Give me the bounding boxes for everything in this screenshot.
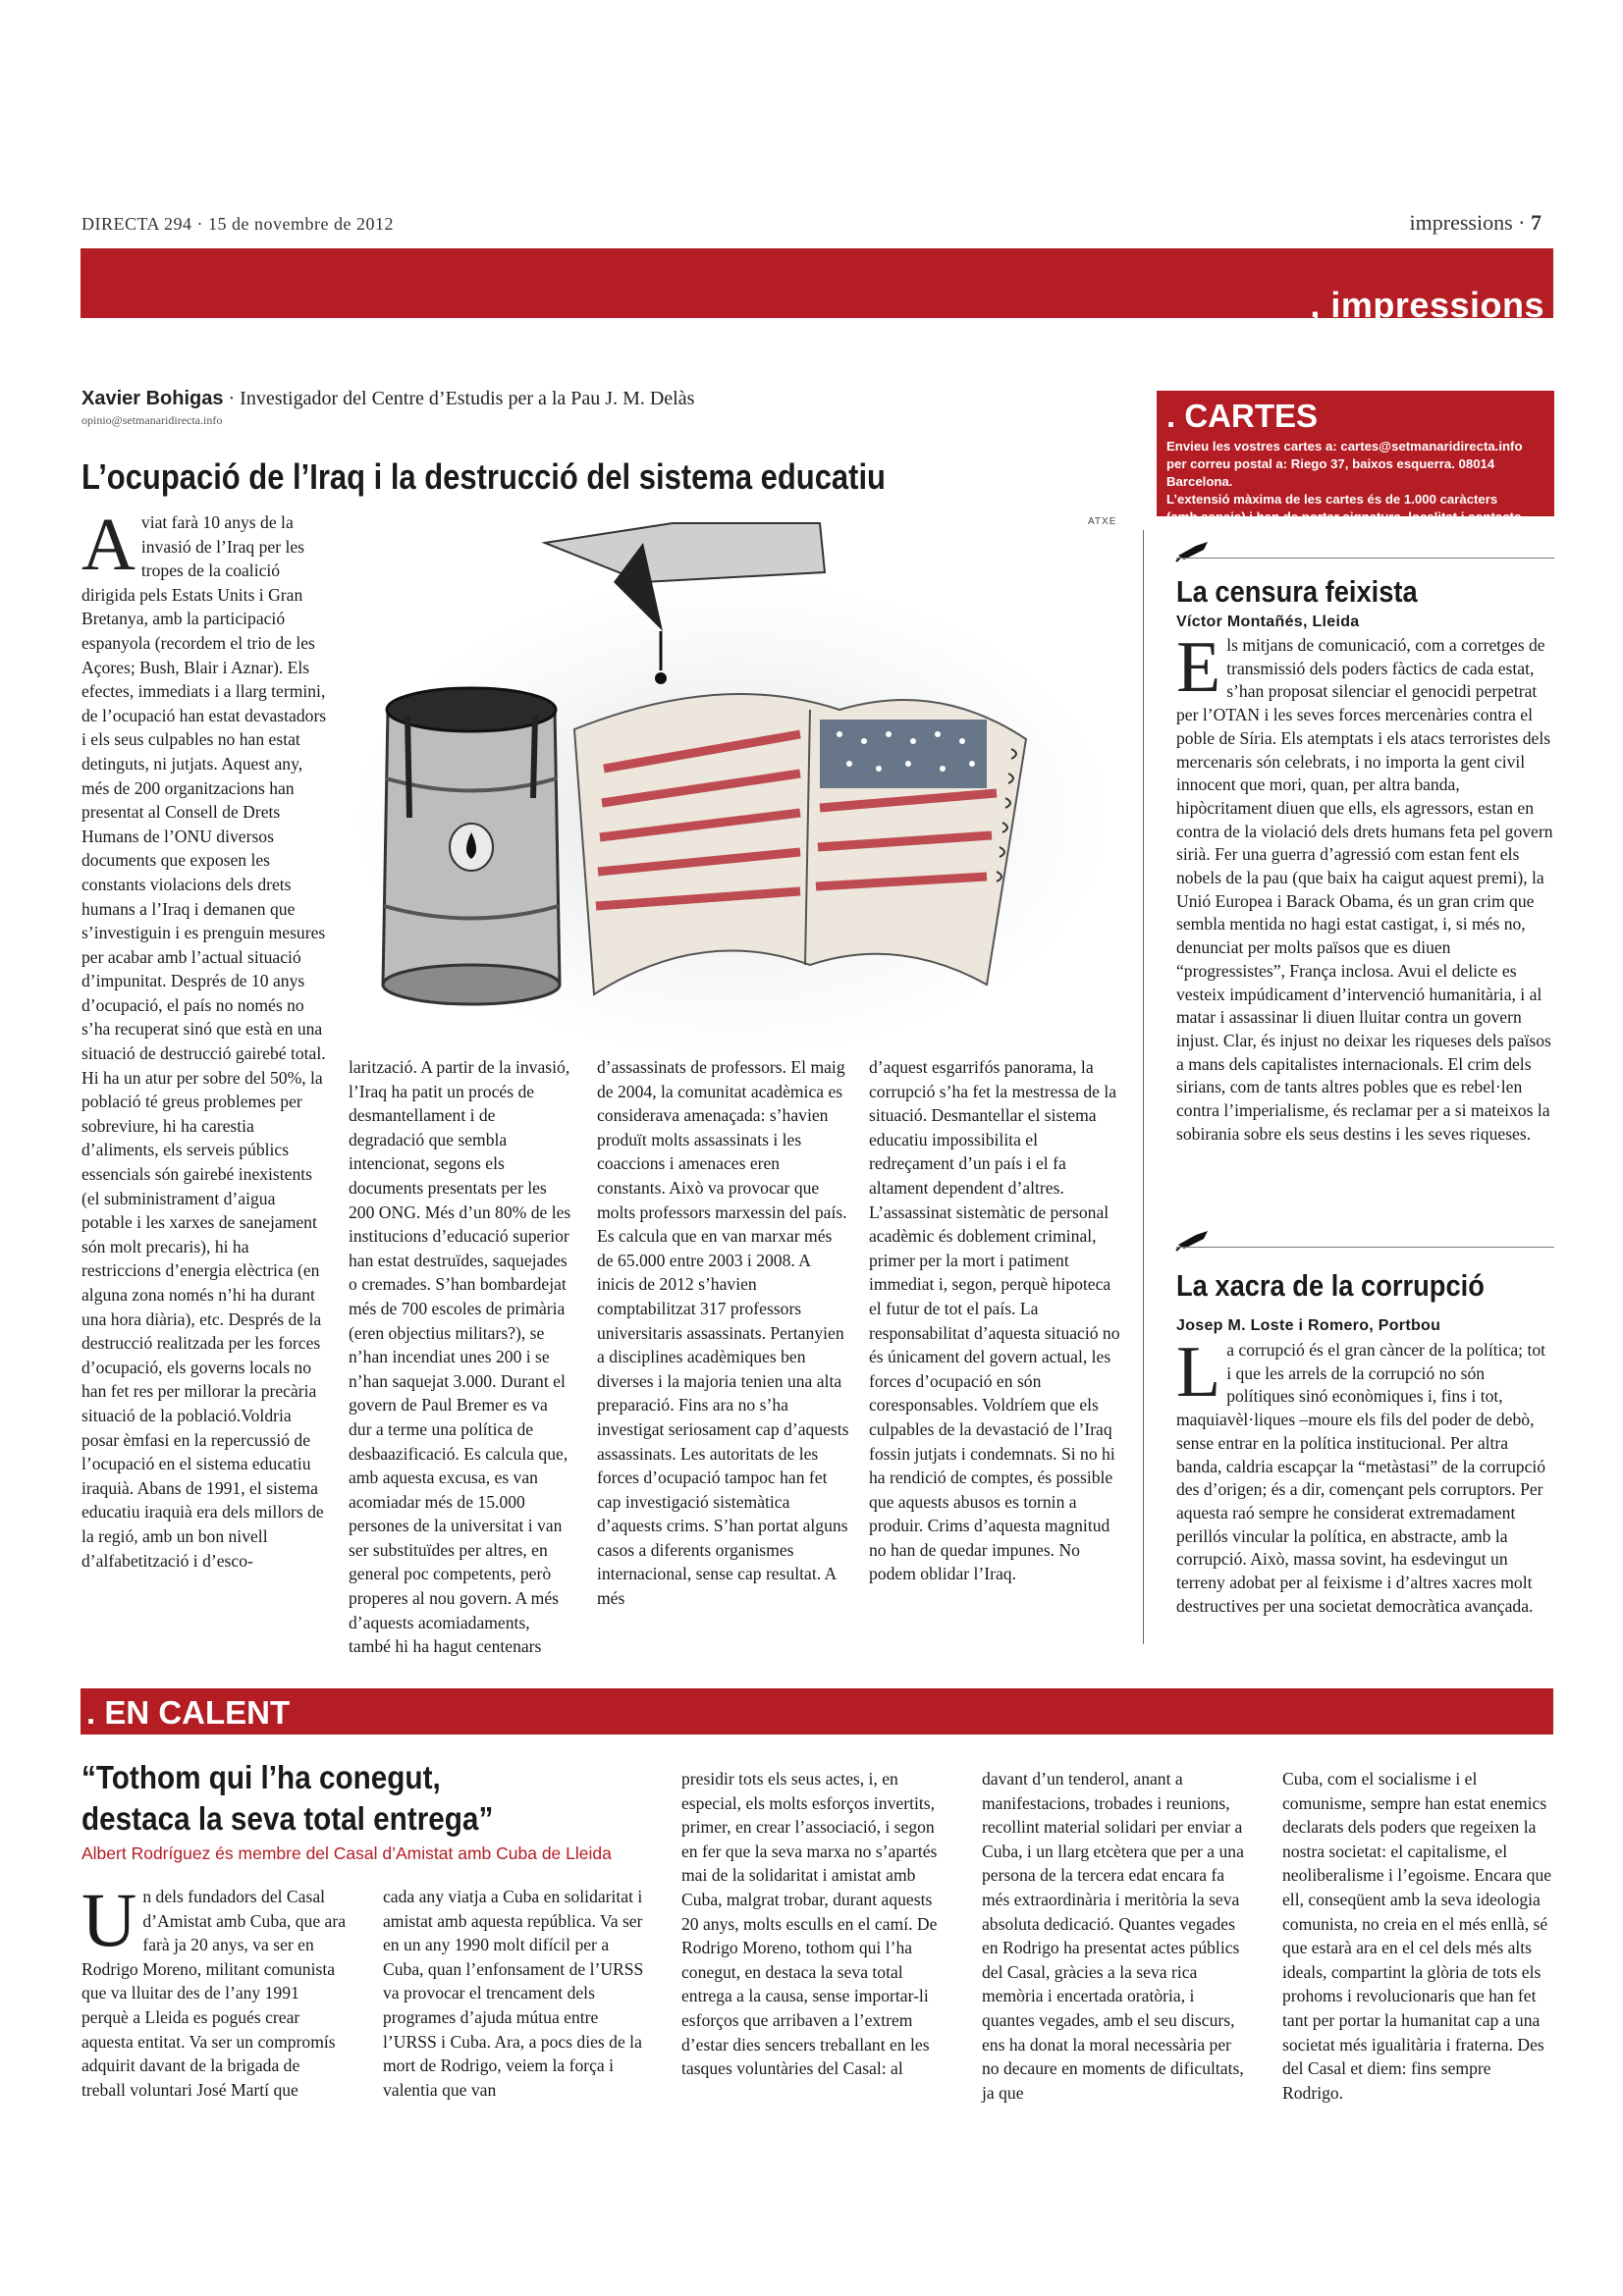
letter-body: E ls mitjans de comunicació, com a corretges de transmissió dels poders fàctics de cada estat, s’han proposat silenciar el genocidi perpetrat per l’OTAN i les seves forces mercenàries contra el poble de Síria. Els atemptats i els atacs terroristes dels mercenaris són celebrats, i no importa la gent civil innocent que mori, quan, per altra banda, hipòcritament diuen que ells, els agressors, estan en contra de la violació dels drets humans feta pel govern sirià. Fer una guerra d’agressió com estan fent els nobels de la pau (que baix ha caigut aquest premi), la Unió Europea i Barack Obama, és un gran crim que sembla mentida no hagi estat castigat, i, si més no, denunciat per molts països que es diuen “progressistes”, França inclosa. Avui el delicte es vesteix impúdicament d’intervenció humanitària, i al matar i assassinar li diuen lluitar contra un govern injust. Clar, és injust no deixar les riqueses dels països a mans dels capitalistes internacionals. El crim dels sirians, com de tants altres pobles que es rebel·len contra l’imperialisme, és reclamar per a si mateixos la sobirania sobre els seus destins i les seves riqueses. (1176, 627, 1553, 1144)
cartes-title: . CARTES (1166, 398, 1319, 434)
author-email[interactable]: opinio@setmanaridirecta.info (81, 413, 223, 427)
cartes-box (1157, 391, 1554, 524)
issue-and-date: DIRECTA 294 · 15 de novembre de 2012 (81, 214, 395, 234)
column-divider (1143, 530, 1144, 1644)
en-calent-column-3: presidir tots els seus actes, i, en especial, els molts esforços invertits, primer, en crear l’associació, i segon en fer que la seva marxa no s’apartés mai de la solidaritat i amistat amb Cuba, malgrat trobar, durant aquests 20 anys, molts esculls en el camí. De Rodrigo Moreno, tothom qui l’ha conegut, en destaca la seva total entrega a la causa, sense importar-li esforços que arribaven a l’extrem d’estar dies sencers treballant en les tasques voluntàries del Casal: al (681, 1769, 938, 2079)
image-credit: ATXE (1088, 516, 1117, 527)
letter-title: La censura feixista (1176, 574, 1418, 609)
cartes-info: Envieu les vostres cartes a: cartes@setmanaridirecta.info per correu postal a: Riego 37, baixos esquerra. 08014 Barcelona. L’extensió màxima de les cartes és de 1.000 caràcters (amb espais) i han de portar signatura, localitat i contacte. (1166, 439, 1525, 524)
dropcap: U (81, 1877, 137, 1962)
en-calent-label: . EN CALENT (86, 1694, 291, 1731)
letter-rule (1176, 1247, 1554, 1248)
dropcap: E (1176, 627, 1221, 708)
letter-body: L a corrupció és el gran càncer de la política; tot i que les arrels de la corrupció no són polítiques sinó econòmiques i, fins i tot, maquiavèl·liques –moure els fils del poder de debò, sense entrar en la política institucional. Per altra banda, caldria escapçar la “metàstasi” de la corrupció des d’origen; és a dir, començant pels corruptors. Per aquesta raó sempre he considerat extremadament perillós vincular la política, en abstracte, amb la corrupció. Això, massa sovint, ha esdevingut un terreny adobat per al feixisme i d’altres xacres molt destructives per una societat democràtica avançada. (1176, 1332, 1546, 1616)
letter-author: Josep M. Loste i Romero, Portbou (1176, 1317, 1441, 1334)
oil-barrel-illustration (349, 523, 1080, 1043)
dropcap: L (1176, 1332, 1221, 1413)
en-calent-title: “Tothom qui l’ha conegut, destaca la seva total entrega” (81, 1759, 494, 1837)
flag-book (574, 694, 1026, 994)
letter-author: Víctor Montañés, Lleida (1176, 614, 1360, 630)
en-calent-column-2: cada any viatja a Cuba en solidaritat i amistat amb aquesta república. Va ser en un any 1990 molt difícil per a Cuba, quan l’enfonsament de l’URSS va provocar el trencament dels programes d’ajuda mútua entre l’URSS i Cuba. Ara, a pocs dies de la mort de Rodrigo, veiem la força i valentia que van (383, 1887, 644, 2100)
en-calent-column-1: U n dels fundadors del Casal d’Amistat amb Cuba, que ara farà ja 20 anys, va ser en Rodrigo Moreno, militant comunista que va lluitar des de l’any 1991 perquè a Lleida es pogués crear aquesta entitat. Va ser un compromís adquirit davant de la brigada de treball voluntari José Martí que (81, 1877, 347, 2100)
en-calent-band (81, 1688, 1553, 1735)
letter-title: La xacra de la corrupció (1176, 1268, 1485, 1303)
author-byline: Xavier Bohigas · Investigador del Centre d’Estudis per a la Pau J. M. Delàs (81, 388, 695, 409)
article-column-2: larització. A partir de la invasió, l’Iraq ha patit un procés de desmantellament i de degradació que sembla intencionat, segons els documents presentats per les 200 ONG. Més d’un 80% de les institucions d’educació superior han estat destruïdes, saquejades o cremades. S’han bombardejat més de 700 escoles de primària (eren objectius militars?), se n’han incendiat unes 200 i se n’han saquejat 3.000. Durant el govern de Paul Bremer es va dur a terme una política de desbaazificació. Es calcula que, amb aquesta excusa, es van acomiadar més de 15.000 persones de la universitat i van ser substituïdes per altres, en general poc competents, però properes al nou govern. A més d’aquests acomiadaments, també hi ha hagut centenars (349, 1057, 571, 1657)
article-column-3: d’assassinats de professors. El maig de 2004, la comunitat acadèmica es considerava amenaçada: s’havien produït molts assassinats i les coaccions i amenaces eren constants. Això va provocar que molts professors marxessin del país. Es calcula que en van marxar més de 65.000 entre 2003 i 2008. A inicis de 2012 s’havien comptabilitzat 317 professors universitaris assassinats. Pertanyien a disciplines acadèmiques ben diverses i la majoria tenien una alta preparació. Fins ara no s’ha investigat seriosament cap d’aquests assassinats. Les autoritats de les forces d’ocupació tampoc han fet cap investigació sistemàtica d’aquests crims. S’han portat alguns casos a diferents organismes internacional, sense cap resultat. A més (597, 1057, 849, 1609)
article-column-1: A viat farà 10 anys de la invasió de l’Iraq per les tropes de la coalició dirigida pels Estats Units i Gran Bretanya, amb la participació espanyola (recordem el trio de les Açores; Bush, Blair i Aznar). Els efectes, immediats i a llarg termini, de l’ocupació han estat devastadors i els seus culpables no han estat detinguts, ni jutjats. Aquest any, més de 200 organitzacions han presentat al Consell de Drets Humans de l’ONU diversos documents que exposen les constants violacions dels drets humans a l’Iraq i demanen que s’investiguin i es prenguin mesures per acabar amb l’actual situació d’impunitat. Després de 10 anys d’ocupació, el país no només no s’ha recuperat sinó que està en una situació de destrucció gairebé total. Hi ha un atur per sobre del 50%, la població té greus problemes per sobreviure, hi ha carestia d’aliments, els serveis públics essencials són gairebé inexistents (el subministrament d’aigua potable i les xarxes de sanejament són molt precaris), hi ha restriccions d’energia elèctrica (en alguna zona només n’hi ha durant una hora diària), etc. Després de la destrucció realitzada per les forces d’ocupació, els governs locals no han fet res per millorar la precària situació de la població.Voldria posar èmfasi en la repercussió de l’ocupació en el sistema educatiu iraquià. Abans de 1991, el sistema educatiu iraquià era dels millors de la regió, amb un bon nivell d’alfabetització i d’esco- (81, 504, 327, 1571)
section-page-label: impressions · 7 (1409, 210, 1542, 235)
oil-barrel (383, 688, 560, 1004)
article-headline: L’ocupació de l’Iraq i la destrucció del sistema educatiu (81, 456, 886, 497)
page-number: 7 (1531, 210, 1542, 235)
en-calent-subhead: Albert Rodríguez és membre del Casal d’Amistat amb Cuba de Lleida (81, 1843, 612, 1863)
letter-rule (1176, 558, 1554, 559)
article-column-4: d’aquest esgarrifós panorama, la corrupció s’ha fet la mestressa de la situació. Desmantellar el sistema educatiu impossibilita el redreçament d’un país i el fa altament dependent d’altres. L’assassinat sistemàtic de personal acadèmic és doblement criminal, primer per la mort i patiment immediat i, segon, perquè hipoteca el futur de tot el país. La responsabilitat d’aquesta situació no és únicament del govern actual, les forces d’ocupació en són coresponsables. Voldríem que els culpables de la devastació de l’Iraq fossin jutjats i condemnats. Si no hi ha rendició de comptes, és possible que aquests abusos es tornin a produir. Crims d’aquesta magnitud no han de quedar impunes. No podem oblidar l’Iraq. (869, 1057, 1120, 1584)
dropcap: A (81, 504, 135, 586)
en-calent-column-5: Cuba, com el socialisme i el comunisme, sempre han estat enemics declarats dels poders que regeixen la nostra societat: el capitalisme, el neoliberalisme i l’egoisme. Encara que ell, conseqüent amb la seva ideologia comunista, no creia en el més enllà, sé que estarà ara en el cel dels més alts ideals, compartint la glòria de tots els prohoms i revolucionaris que han fet tant per portar la humanitat cap a una societat més igualitària i fraterna. Des del Casal et diem: fins sempre Rodrigo. (1282, 1769, 1552, 2103)
en-calent-column-4: davant d’un tenderol, anant a manifestacions, trobades i reunions, recollint material solidari per enviar a Cuba, i un llarg etcètera que per a una persona de la tercera edat encara fa més extraordinària i meritòria la seva absoluta dedicació. Quantes vegades en Rodrigo ha presentat actes públics del Casal, gràcies a la seva rica memòria i encertada oratòria, i quantes vegades, amb el seu discurs, ens ha donat la moral necessària per no decaure en moments de dificultats, ja que (982, 1769, 1244, 2103)
section-band-label: , impressions (1310, 285, 1544, 325)
